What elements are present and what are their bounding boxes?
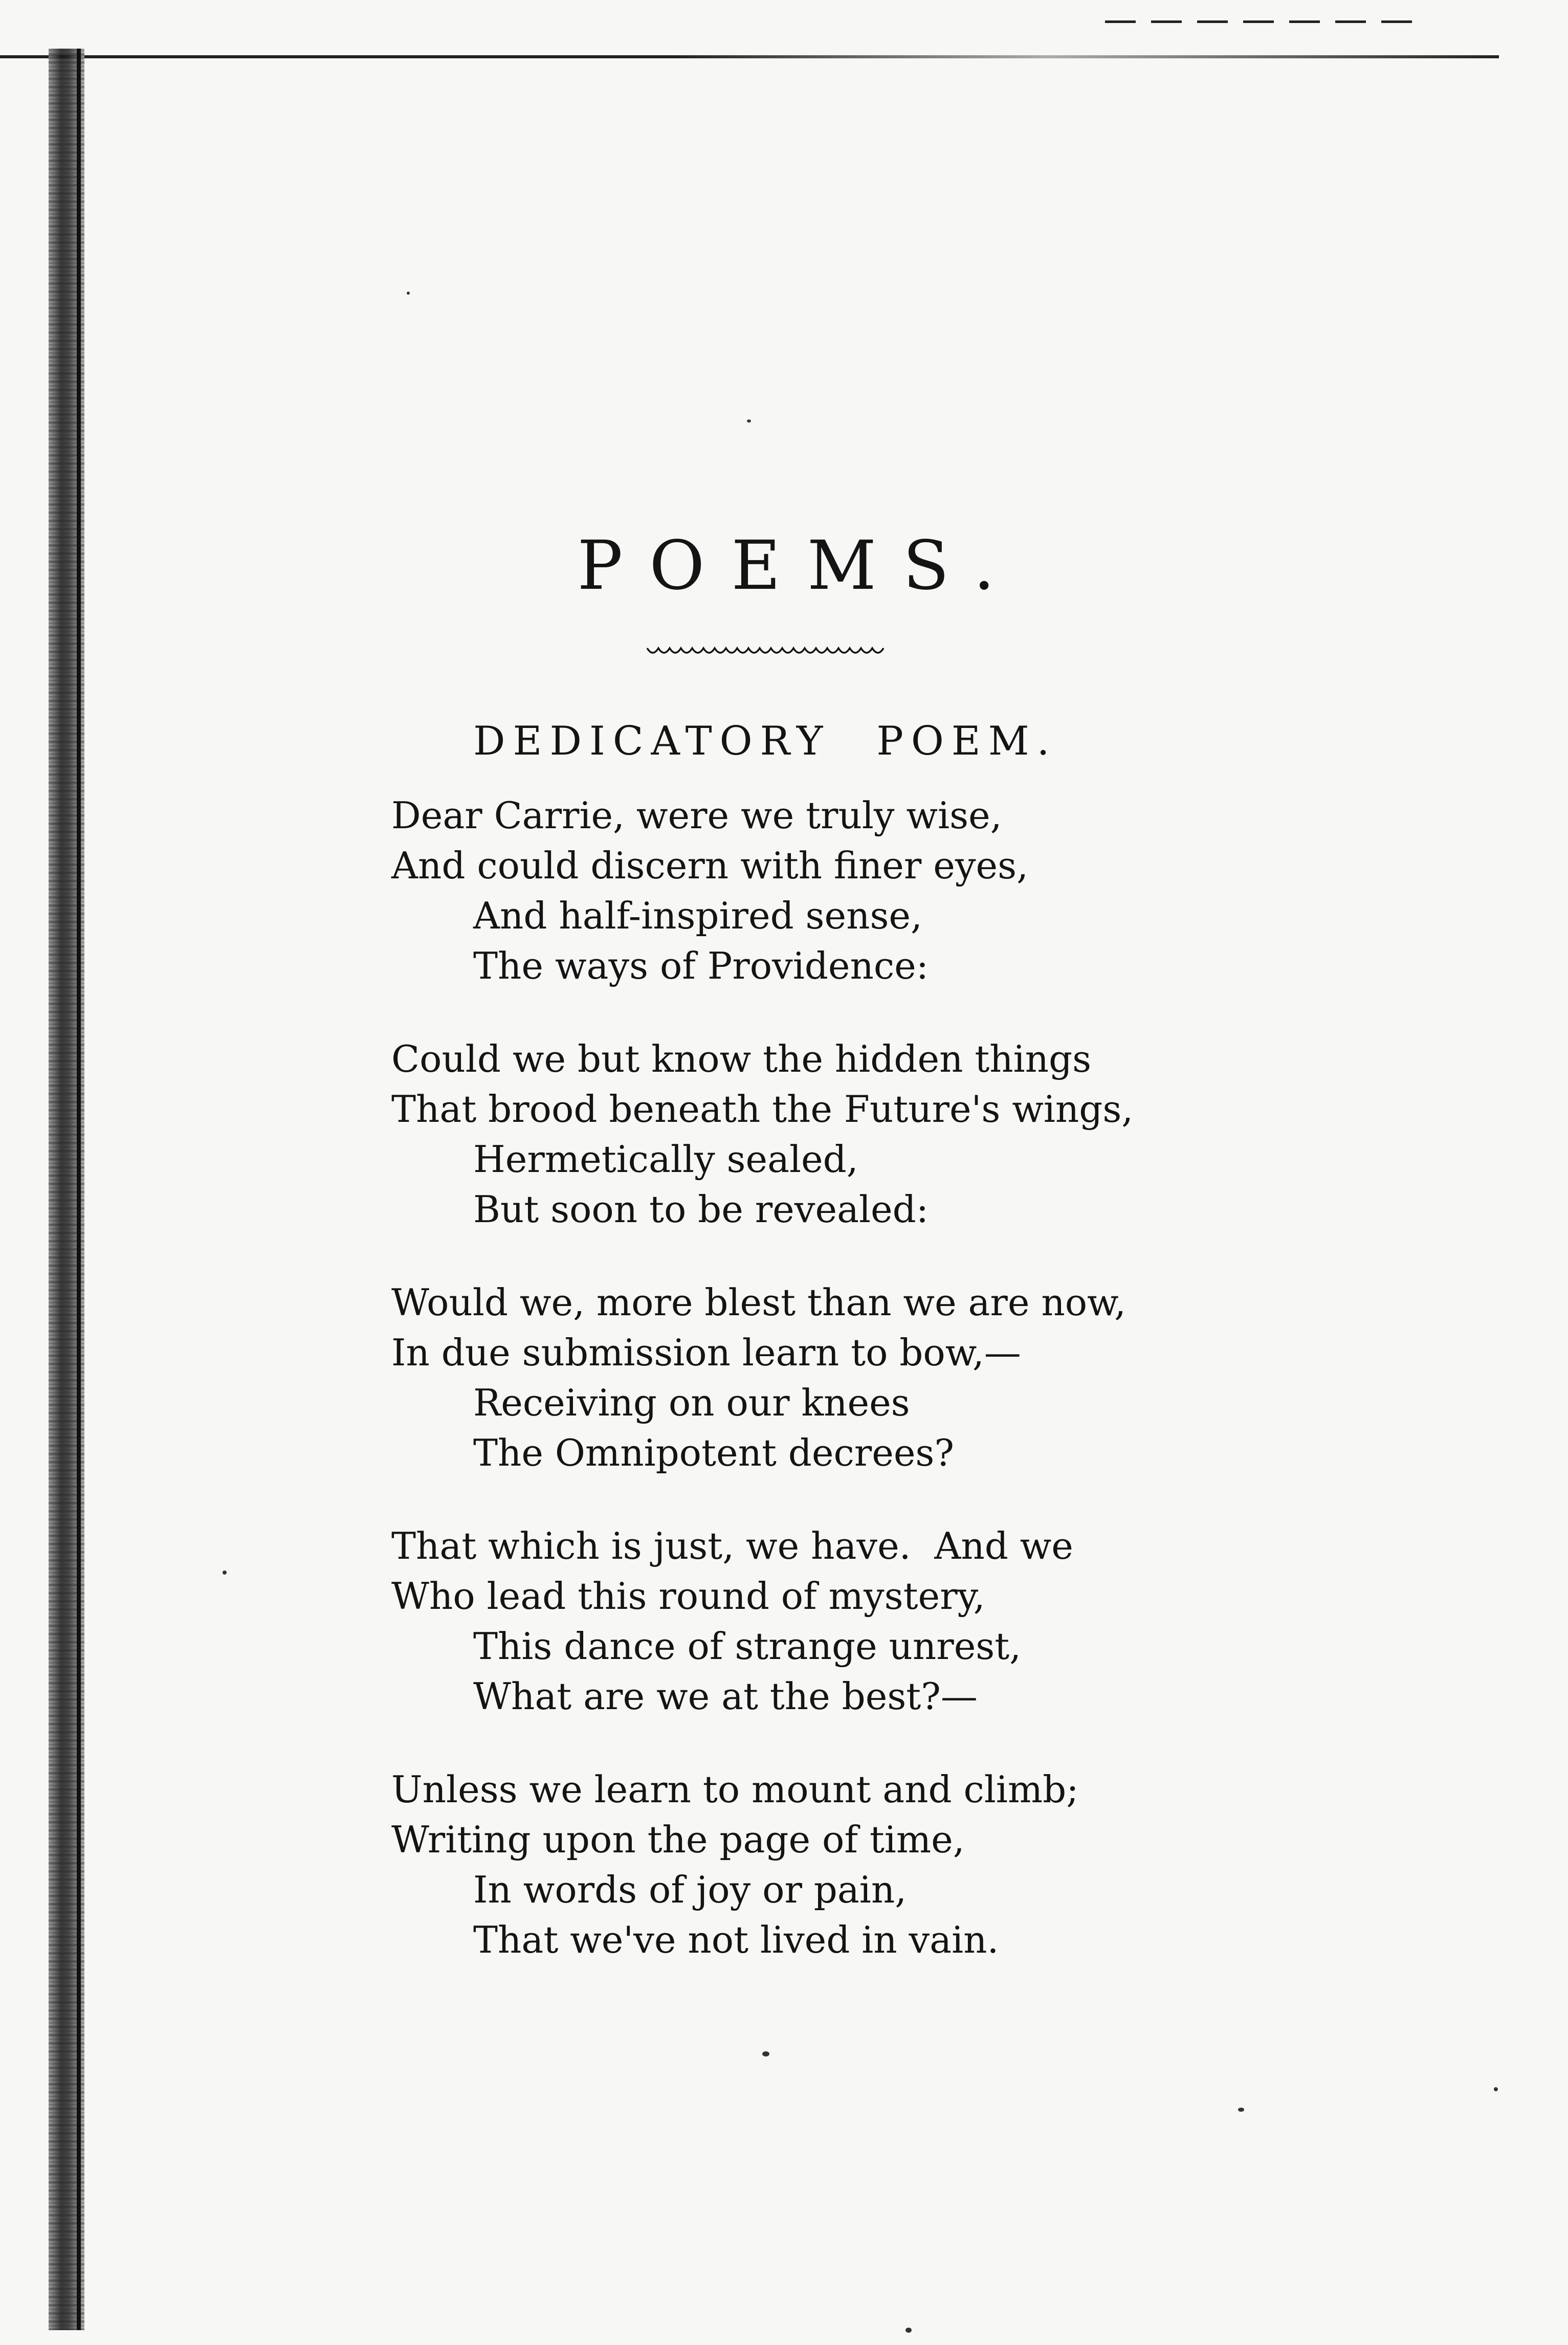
scan-speck [906,2328,912,2333]
stanza-1 [391,790,1108,991]
poem-line: That we've not lived in vain. [473,1918,999,1961]
poem-line: Receiving on our knees [473,1381,910,1424]
poem-line: Would we, more blest than we are now, [391,1281,1127,1324]
poem-line: The ways of Providence: [473,944,929,987]
poem-line: But soon to be revealed: [473,1188,929,1231]
poem-body [391,790,1134,2008]
poem-title-word-1: DEDICATORY [473,718,831,764]
poem-line: And half-inspired sense, [473,894,922,937]
poem-line: Dear Carrie, were we truly wise, [391,794,1002,837]
poem-line: Hermetically sealed, [473,1138,858,1181]
poem-line: In words of joy or pain, [473,1868,907,1911]
scan-speck [223,1570,227,1575]
poem-line: Who lead this round of mystery, [391,1575,985,1618]
poem-line: This dance of strange unrest, [473,1625,1022,1668]
poem-title-word-2: POEM. [876,718,1057,764]
poem-line: What are we at the best?— [473,1675,978,1718]
binding-edge-line [77,49,81,2330]
poem-line: Writing upon the page of time, [391,1818,965,1861]
page-heading: POEMS. [577,526,1022,605]
poem-line: That which is just, we have. And we [391,1524,1073,1567]
poem-title [473,718,1057,764]
scan-speck [1494,2087,1498,2091]
page-header-rule [0,55,1499,58]
scan-speck [747,419,751,423]
poem-line: That brood beneath the Future's wings, [391,1088,1134,1131]
stanza-2 [391,1034,1134,1234]
top-edge-rule [1105,20,1427,23]
poem-line: Unless we learn to mount and climb; [391,1768,1079,1811]
poem-line: The Omnipotent decrees? [473,1431,954,1474]
poem-line: Could we but know the hidden things [391,1037,1092,1080]
poem-line: In due submission learn to bow,— [391,1331,1021,1374]
wavy-rule-ornament [645,642,885,662]
stanza-5 [391,1764,1108,1965]
stanza-4 [391,1521,1108,1721]
scan-speck [762,2051,769,2056]
scan-speck [407,292,410,295]
stanza-3 [391,1277,1127,1478]
poem-line: And could discern with finer eyes, [391,844,1028,887]
scan-speck [1238,2108,1244,2112]
